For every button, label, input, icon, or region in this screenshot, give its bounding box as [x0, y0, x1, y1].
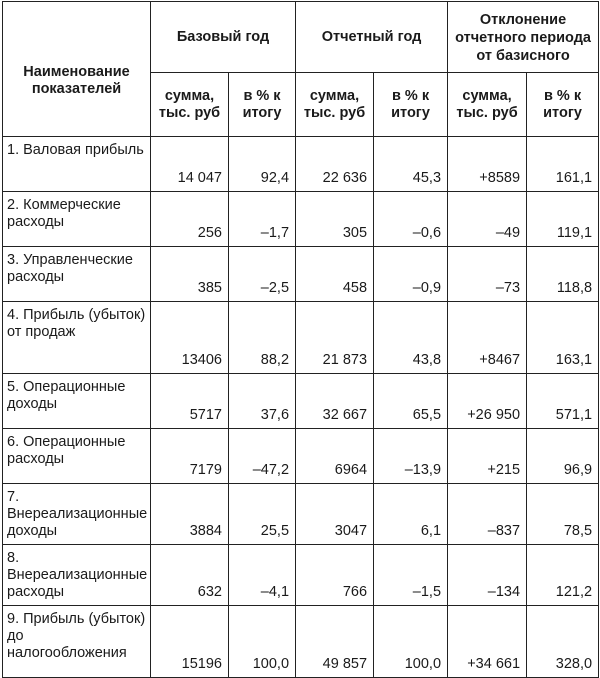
base-sum-cell: 385: [151, 247, 229, 302]
report-pct-cell: 65,5: [374, 374, 448, 429]
table-row: [3, 247, 599, 302]
row-name: 9. Прибыль (убыток) до налогообложения: [3, 606, 151, 678]
header-deviation-sum: сумма, тыс. руб: [448, 73, 527, 137]
report-pct-cell: 6,1: [374, 484, 448, 545]
base-pct-cell: –4,1: [229, 545, 296, 606]
deviation-sum-cell: +8589: [448, 137, 527, 192]
row-name: 4. Прибыль (убыток) от продаж: [3, 302, 151, 374]
base-sum-cell: 14 047: [151, 137, 229, 192]
report-pct-cell: –0,6: [374, 192, 448, 247]
report-sum-cell: 22 636: [296, 137, 374, 192]
base-pct-cell: –47,2: [229, 429, 296, 484]
deviation-sum-cell: –73: [448, 247, 527, 302]
base-pct-cell: 25,5: [229, 484, 296, 545]
header-base-year: Базовый год: [151, 2, 296, 73]
deviation-pct-cell: 119,1: [527, 192, 599, 247]
report-sum-cell: 21 873: [296, 302, 374, 374]
deviation-pct-cell: 161,1: [527, 137, 599, 192]
table-row: [3, 302, 599, 374]
deviation-pct-cell: 163,1: [527, 302, 599, 374]
report-pct-cell: –0,9: [374, 247, 448, 302]
deviation-pct-cell: 78,5: [527, 484, 599, 545]
deviation-pct-cell: 96,9: [527, 429, 599, 484]
base-pct-cell: 100,0: [229, 606, 296, 678]
deviation-pct-cell: 121,2: [527, 545, 599, 606]
report-sum-cell: 49 857: [296, 606, 374, 678]
base-sum-cell: 632: [151, 545, 229, 606]
report-sum-cell: 6964: [296, 429, 374, 484]
deviation-sum-cell: +215: [448, 429, 527, 484]
row-name: 5. Операционные доходы: [3, 374, 151, 429]
report-pct-cell: –13,9: [374, 429, 448, 484]
header-indicator-name: Наименование показателей: [3, 2, 151, 137]
base-pct-cell: 37,6: [229, 374, 296, 429]
base-pct-cell: 92,4: [229, 137, 296, 192]
base-sum-cell: 7179: [151, 429, 229, 484]
base-pct-cell: –1,7: [229, 192, 296, 247]
report-sum-cell: 305: [296, 192, 374, 247]
report-sum-cell: 766: [296, 545, 374, 606]
report-pct-cell: 43,8: [374, 302, 448, 374]
base-sum-cell: 15196: [151, 606, 229, 678]
row-name: 6. Операционные расходы: [3, 429, 151, 484]
header-report-sum: сумма, тыс. руб: [296, 73, 374, 137]
report-sum-cell: 458: [296, 247, 374, 302]
base-pct-cell: –2,5: [229, 247, 296, 302]
deviation-sum-cell: +26 950: [448, 374, 527, 429]
base-pct-cell: 88,2: [229, 302, 296, 374]
table-row: [3, 374, 599, 429]
table-row: [3, 192, 599, 247]
header-report-year: Отчетный год: [296, 2, 448, 73]
header-deviation-pct: в % к итогу: [527, 73, 599, 137]
header-base-sum: сумма, тыс. руб: [151, 73, 229, 137]
base-sum-cell: 256: [151, 192, 229, 247]
header-report-pct: в % к итогу: [374, 73, 448, 137]
base-sum-cell: 5717: [151, 374, 229, 429]
report-sum-cell: 32 667: [296, 374, 374, 429]
row-name: 2. Коммерческие расходы: [3, 192, 151, 247]
deviation-pct-cell: 118,8: [527, 247, 599, 302]
header-deviation: Отклонение отчетного периода от базисного: [448, 2, 599, 73]
deviation-sum-cell: +8467: [448, 302, 527, 374]
table-row: [3, 484, 599, 545]
table-row: [3, 137, 599, 192]
deviation-sum-cell: –49: [448, 192, 527, 247]
deviation-sum-cell: –134: [448, 545, 527, 606]
report-pct-cell: 45,3: [374, 137, 448, 192]
report-pct-cell: –1,5: [374, 545, 448, 606]
table-row: [3, 545, 599, 606]
deviation-sum-cell: –837: [448, 484, 527, 545]
deviation-pct-cell: 328,0: [527, 606, 599, 678]
header-base-pct: в % к итогу: [229, 73, 296, 137]
deviation-pct-cell: 571,1: [527, 374, 599, 429]
base-sum-cell: 13406: [151, 302, 229, 374]
row-name: 7. Внереализационные доходы: [3, 484, 151, 545]
financial-results-table: [2, 1, 599, 678]
row-name: 1. Валовая прибыль: [3, 137, 151, 192]
table-row: [3, 429, 599, 484]
deviation-sum-cell: +34 661: [448, 606, 527, 678]
row-name: 3. Управленческие расходы: [3, 247, 151, 302]
report-pct-cell: 100,0: [374, 606, 448, 678]
base-sum-cell: 3884: [151, 484, 229, 545]
row-name: 8. Внереализационные расходы: [3, 545, 151, 606]
table-row: [3, 606, 599, 678]
report-sum-cell: 3047: [296, 484, 374, 545]
